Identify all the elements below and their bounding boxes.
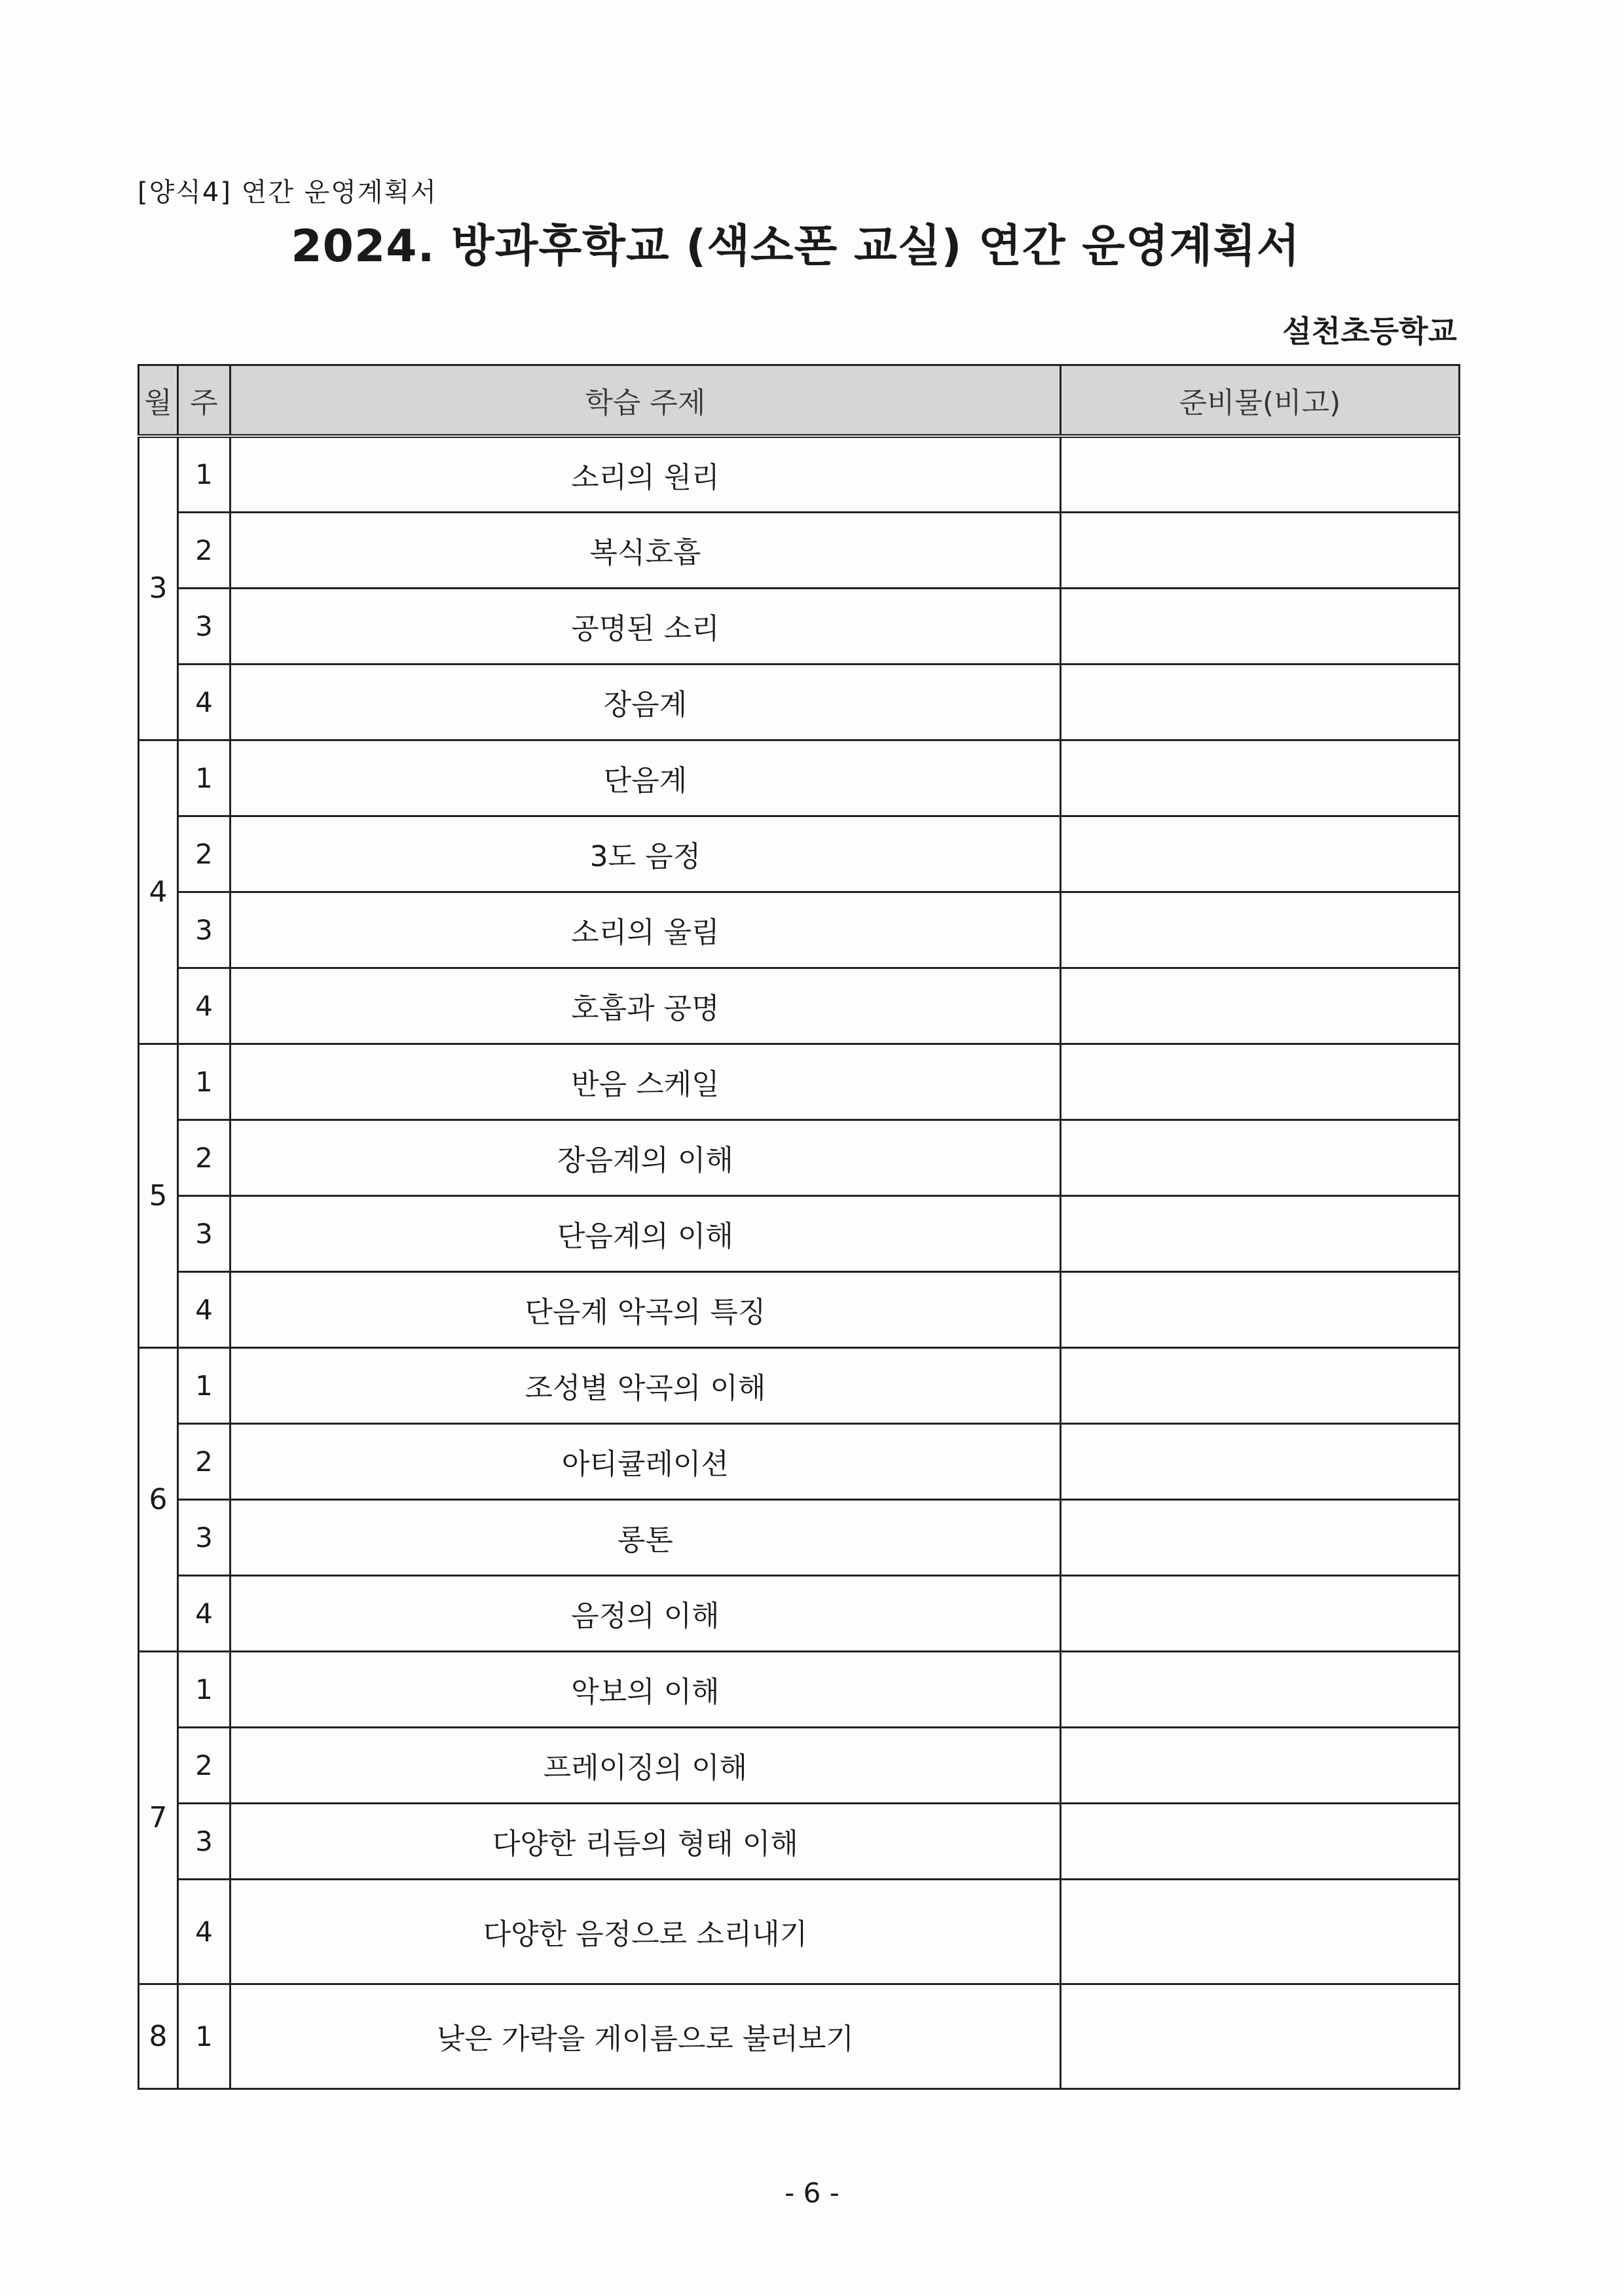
table-row [139,512,1460,588]
table-row [139,1271,1460,1347]
note-cell [1060,1044,1459,1120]
topic-cell: 장음계 [230,664,1060,740]
note-cell [1060,892,1459,968]
week-cell: 4 [177,664,230,740]
table-row [139,1499,1460,1575]
table-row [139,892,1460,968]
table-row [139,436,1460,512]
week-cell: 3 [177,1195,230,1271]
table-header-row [139,365,1460,437]
month-cell: 7 [139,1651,178,1984]
week-cell: 1 [177,436,230,512]
note-cell [1060,1879,1459,1984]
week-cell: 4 [177,968,230,1044]
topic-cell: 소리의 울림 [230,892,1060,968]
week-cell: 2 [177,1120,230,1195]
table-row [139,1803,1460,1879]
week-cell: 2 [177,1727,230,1803]
month-cell: 4 [139,740,178,1044]
week-cell: 4 [177,1575,230,1651]
week-cell: 4 [177,1271,230,1347]
month-cell: 6 [139,1347,178,1651]
topic-cell: 롱톤 [230,1499,1060,1575]
month-cell: 5 [139,1044,178,1347]
table-row [139,1120,1460,1195]
topic-cell: 아티큘레이션 [230,1423,1060,1499]
week-cell: 1 [177,1044,230,1120]
header-week: 주 [177,365,230,437]
topic-cell: 3도 음정 [230,816,1060,892]
week-cell: 1 [177,1347,230,1423]
table-row [139,1575,1460,1651]
week-cell: 1 [177,1984,230,2088]
note-cell [1060,1423,1459,1499]
note-cell [1060,1499,1459,1575]
table-row [139,1044,1460,1120]
topic-cell: 소리의 원리 [230,436,1060,512]
week-cell: 3 [177,892,230,968]
topic-cell: 다양한 리듬의 형태 이해 [230,1803,1060,1879]
week-cell: 4 [177,1879,230,1984]
annual-plan-table [138,364,1460,2090]
week-cell: 1 [177,740,230,816]
note-cell [1060,1984,1459,2088]
topic-cell: 호흡과 공명 [230,968,1060,1044]
note-cell [1060,664,1459,740]
month-cell: 8 [139,1984,178,2088]
week-cell: 3 [177,1499,230,1575]
note-cell [1060,1271,1459,1347]
note-cell [1060,1120,1459,1195]
form-label: [양식4] 연간 운영계획서 [138,177,437,208]
topic-cell: 단음계 악곡의 특징 [230,1271,1060,1347]
topic-cell: 공명된 소리 [230,588,1060,664]
topic-cell: 낮은 가락을 게이름으로 불러보기 [230,1984,1060,2088]
document-title: 2024. 방과후학교 (색소폰 교실) 연간 운영계획서 [291,221,1301,272]
note-cell [1060,436,1459,512]
week-cell: 2 [177,1423,230,1499]
header-topic: 학습 주제 [230,365,1060,437]
table-row [139,1727,1460,1803]
table-row [139,1347,1460,1423]
school-name: 설천초등학교 [1282,314,1457,349]
table-row [139,588,1460,664]
topic-cell: 조성별 악곡의 이해 [230,1347,1060,1423]
topic-cell: 프레이징의 이해 [230,1727,1060,1803]
note-cell [1060,1727,1459,1803]
note-cell [1060,1803,1459,1879]
table-row [139,1984,1460,2088]
table-row [139,740,1460,816]
table-body [139,436,1460,2088]
topic-cell: 음정의 이해 [230,1575,1060,1651]
header-note: 준비물(비고) [1060,365,1459,437]
topic-cell: 반음 스케일 [230,1044,1060,1120]
week-cell: 3 [177,1803,230,1879]
table-row [139,1879,1460,1984]
week-cell: 1 [177,1651,230,1727]
table-row [139,816,1460,892]
table-row [139,1195,1460,1271]
topic-cell: 단음계 [230,740,1060,816]
topic-cell: 장음계의 이해 [230,1120,1060,1195]
note-cell [1060,1347,1459,1423]
week-cell: 2 [177,512,230,588]
table-row [139,1651,1460,1727]
table-row [139,1423,1460,1499]
topic-cell: 복식호흡 [230,512,1060,588]
note-cell [1060,1575,1459,1651]
note-cell [1060,1195,1459,1271]
table-row [139,968,1460,1044]
note-cell [1060,816,1459,892]
note-cell [1060,1651,1459,1727]
week-cell: 3 [177,588,230,664]
page-number: - 6 - [784,2177,840,2209]
table-row [139,664,1460,740]
note-cell [1060,968,1459,1044]
header-month: 월 [139,365,178,437]
note-cell [1060,588,1459,664]
note-cell [1060,512,1459,588]
topic-cell: 단음계의 이해 [230,1195,1060,1271]
week-cell: 2 [177,816,230,892]
topic-cell: 다양한 음정으로 소리내기 [230,1879,1060,1984]
month-cell: 3 [139,436,178,740]
note-cell [1060,740,1459,816]
topic-cell: 악보의 이해 [230,1651,1060,1727]
